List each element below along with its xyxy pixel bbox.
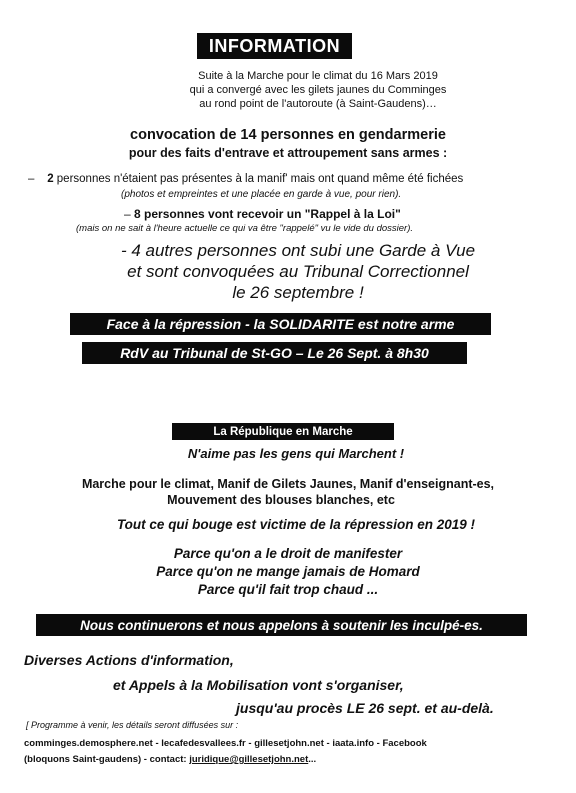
tagline: N'aime pas les gens qui Marchent ! [187, 446, 405, 461]
garde-line-1: - 4 autres personnes ont subi une Garde à Vue [120, 241, 476, 260]
intro-line-1: Suite à la Marche pour le climat du 16 Mars 2019 [198, 70, 438, 82]
bullet-1 [28, 173, 568, 185]
protest-list-line-1: Marche pour le climat, Manif de Gilets Jaunes, Manif d'enseignant-es, [81, 477, 495, 491]
bullet-2-text: 8 personnes vont recevoir un "Rappel à la Loi" [130, 207, 401, 221]
protest-list-line-2: Mouvement des blouses blanches, etc [167, 493, 395, 507]
republique-banner [172, 423, 394, 440]
garde-block [0, 240, 576, 303]
rdv-banner [82, 342, 467, 364]
convocation-line-2: pour des faits d'entrave et attroupement sans armes : [128, 146, 448, 160]
programme-note: [ Programme à venir, les détails seront diffusées sur : [26, 720, 239, 730]
bullet-1-text: personnes n'étaient pas présentes à la manif' mais ont quand même été fichées [53, 173, 464, 185]
reason-3: Parce qu'il fait trop chaud ... [197, 582, 379, 597]
actions-line-3: jusqu'au procès LE 26 sept. et au-delà. [236, 700, 494, 716]
convocation-line-1: convocation de 14 personnes en gendarmerie [130, 127, 446, 143]
reasons [0, 545, 576, 599]
continue-text: Nous continuerons et nous appelons à soutenir les inculpé-es. [80, 617, 483, 633]
reason-2: Parce qu'on ne mange jamais de Homard [156, 564, 420, 579]
intro-line-3: au rond point de l'autoroute (à Saint-Gaudens)… [199, 98, 437, 110]
garde-line-3: le 26 septembre ! [232, 283, 364, 302]
page-title: INFORMATION [208, 35, 341, 56]
title-banner [197, 33, 352, 59]
bullet-dash: – [28, 173, 35, 185]
links-line-2-suffix: ... [308, 754, 317, 765]
actions-line-2: et Appels à la Mobilisation vont s'organiser, [113, 677, 404, 693]
protest-list [0, 476, 576, 508]
solidarite-banner [70, 313, 491, 335]
bullet-1-sub: (photos et empreintes et une placée en garde à vue, pour rien). [121, 189, 402, 200]
contact-email-link[interactable]: juridique@gillesetjohn.net [189, 754, 309, 765]
solidarite-text: Face à la répression - la SOLIDARITE est notre arme [106, 316, 455, 332]
victim-line: Tout ce qui bouge est victime de la répression en 2019 ! [116, 517, 476, 532]
reason-1: Parce qu'on a le droit de manifester [173, 546, 403, 561]
bullet-2 [124, 207, 401, 221]
intro-block [0, 69, 576, 111]
rdv-text: RdV au Tribunal de St-GO – Le 26 Sept. à 8h30 [120, 345, 429, 361]
links-line-2-prefix: (bloquons Saint-gaudens) - contact: [24, 754, 190, 765]
republique-text: La République en Marche [213, 425, 353, 438]
garde-line-2: et sont convoquées au Tribunal Correctionnel [127, 262, 469, 281]
convocation-block [0, 126, 576, 162]
intro-line-2: qui a convergé avec les gilets jaunes du Comminges [189, 84, 447, 96]
bullet-2-sub: (mais on ne sait à l'heure actuelle ce qui va être "rappelé" vu le vide du dossier). [76, 223, 414, 234]
bullet-dash: – [124, 207, 131, 221]
actions-line-1: Diverses Actions d'information, [24, 652, 234, 668]
bullet-1-number: 2 [47, 173, 54, 185]
continue-banner [36, 614, 527, 636]
links-line-2 [24, 754, 316, 765]
links-line-1: comminges.demosphere.net - lecafedesvallees.fr - gillesetjohn.net - iaata.info - Facebook [24, 738, 427, 749]
